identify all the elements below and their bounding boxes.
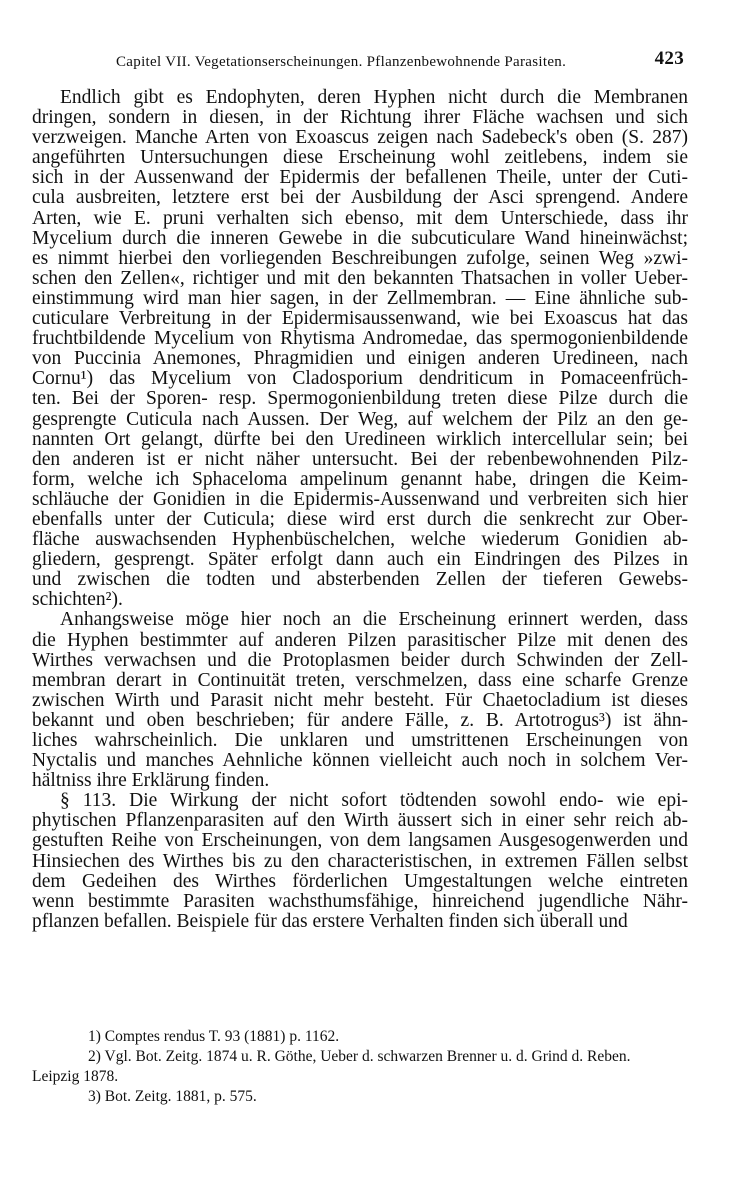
text-line: schläuche der Gonidien in die Epidermis-Aussenwand und verbreiten sich hier	[32, 488, 688, 510]
text-line: hältniss ihre Erklärung finden.	[32, 770, 270, 792]
paragraph-anhangsweise	[32, 610, 688, 791]
footnote-line: 1) Comptes rendus T. 93 (1881) p. 1162.	[88, 1028, 340, 1045]
text-line: gesprengte Cuticula nach Aussen. Der Weg, auf welchem der Pilz an den ge-	[32, 408, 688, 430]
text-line: membran derart in Continuität treten, verschmelzen, dass eine scharfe Grenze	[32, 669, 688, 691]
text-line: Wirthes verwachsen und die Protoplasmen beider durch Schwinden der Zell-	[32, 649, 688, 671]
page-number: 423	[654, 48, 684, 69]
text-line: gliedern, gesprengt. Später erfolgt dann auch ein Eindringen des Pilzes in	[32, 549, 688, 571]
text-line: dem Gedeihen des Wirthes förderlichen Umgestaltungen welche eintreten	[32, 870, 688, 892]
text-line: nannten Ort gelangt, dürfte bei den Uredineen wirklich intercellular sein; bei	[32, 428, 688, 450]
text-line: einstimmung wird man hier sagen, in der Zellmembran. — Eine ähnliche sub-	[32, 287, 688, 309]
text-line: ten. Bei der Sporen- resp. Spermogonienbildung treten diese Pilze durch die	[32, 388, 688, 410]
text-line: Arten, wie E. pruni verhalten sich ebenso, mit dem Unterschiede, dass ihr	[32, 207, 688, 229]
text-line: cula ausbreiten, letztere erst bei der Ausbildung der Asci sprengend. Andere	[32, 187, 688, 209]
text-line: Nyctalis und manches Aehnliche können vielleicht auch noch in solchem Ver-	[32, 750, 688, 772]
text-line: Cornu¹) das Mycelium von Cladosporium dendriticum in Pomaceenfrüch-	[32, 368, 688, 390]
text-line: wenn bestimmte Parasiten wachsthumsfähige, hinreichend jugendliche Nähr-	[32, 890, 688, 912]
text-line: schichten²).	[32, 589, 123, 611]
text-line: den anderen ist er nicht näher untersucht. Bei der rebenbewohnenden Pilz-	[32, 448, 688, 470]
footnote-line: 2) Vgl. Bot. Zeitg. 1874 u. R. Göthe, Ueber d. schwarzen Brenner u. d. Grind d. Reben.	[88, 1048, 631, 1065]
text-line: Hinsiechen des Wirthes bis zu den characteristischen, in extremen Fällen selbst	[32, 850, 688, 872]
text-line: Mycelium durch die inneren Gewebe in die subcuticulare Wand hineinwächst;	[32, 227, 688, 249]
text-line: und zwischen die todten und absterbenden Zellen der tieferen Gewebs-	[32, 569, 688, 591]
text-line: schen den Zellen«, richtiger und mit den bekannten Thatsachen in voller Ueber-	[32, 267, 688, 289]
text-line: form, welche ich Sphaceloma ampelinum genannt habe, dringen die Keim-	[32, 468, 688, 490]
text-line: Anhangsweise möge hier noch an die Erscheinung erinnert werden, dass	[60, 609, 688, 631]
footnote-line: 3) Bot. Zeitg. 1881, p. 575.	[88, 1088, 257, 1105]
text-line: ebenfalls unter der Cuticula; diese wird erst durch die senkrecht zur Ober-	[32, 508, 688, 530]
text-line: Endlich gibt es Endophyten, deren Hyphen nicht durch die Membranen	[60, 87, 688, 108]
text-line: fruchtbildende Mycelium von Rhytisma Andromedae, das spermogonienbildende	[32, 328, 688, 350]
text-line: von Puccinia Anemones, Phragmidien und einigen anderen Uredineen, nach	[32, 348, 688, 370]
text-line: sich in der Aussenwand der Epidermis der befallenen Theile, unter der Cuti-	[32, 167, 688, 189]
footnotes	[32, 1027, 688, 1107]
paragraph-section-113	[32, 791, 688, 932]
paragraph-endophyten	[32, 88, 688, 610]
text-line: phytischen Pflanzenparasiten auf den Wirth äussert sich in einer sehr reich ab-	[32, 810, 688, 832]
text-line: angeführten Untersuchungen diese Erscheinung wohl zeitlebens, indem sie	[32, 147, 688, 169]
footnote-line: Leipzig 1878.	[32, 1068, 119, 1085]
text-line: bekannt und oben beschrieben; für andere Fälle, z. B. Artotrogus³) ist ähn-	[32, 709, 688, 731]
text-line: es nimmt hierbei den vorliegenden Beschreibungen zufolge, seinen Weg »zwi-	[32, 247, 688, 269]
text-line: verzweigen. Manche Arten von Exoascus zeigen nach Sadebeck's oben (S. 287)	[32, 127, 688, 149]
text-line: liches wahrscheinlich. Die unklaren und umstrittenen Erscheinungen von	[32, 730, 688, 751]
main-text	[32, 88, 688, 932]
running-header	[116, 48, 684, 78]
text-line: zwischen Wirth und Parasit nicht mehr besteht. Für Chaetocladium ist dieses	[32, 689, 688, 711]
running-title: Capitel VII. Vegetationserscheinungen. Pflanzenbewohnende Parasiten.	[116, 54, 567, 70]
text-line: gestuften Reihe von Erscheinungen, von dem langsamen Ausgesogenwerden und	[32, 830, 688, 852]
text-line: fläche auswachsenden Hyphenbüschelchen, welche wiederum Gonidien ab-	[32, 529, 688, 551]
text-line: pflanzen befallen. Beispiele für das erstere Verhalten finden sich überall und	[32, 910, 628, 932]
text-line: dringen, sondern in diesen, in der Richtung ihrer Fläche wachsen und sich	[32, 107, 688, 129]
text-line: die Hyphen bestimmter auf anderen Pilzen parasitischer Pilze mit denen des	[32, 629, 688, 651]
text-line: cuticulare Verbreitung in der Epidermisaussenwand, wie bei Exoascus hat das	[32, 308, 688, 330]
text-line: § 113. Die Wirkung der nicht sofort tödtenden sowohl endo- wie epi-	[60, 790, 688, 812]
